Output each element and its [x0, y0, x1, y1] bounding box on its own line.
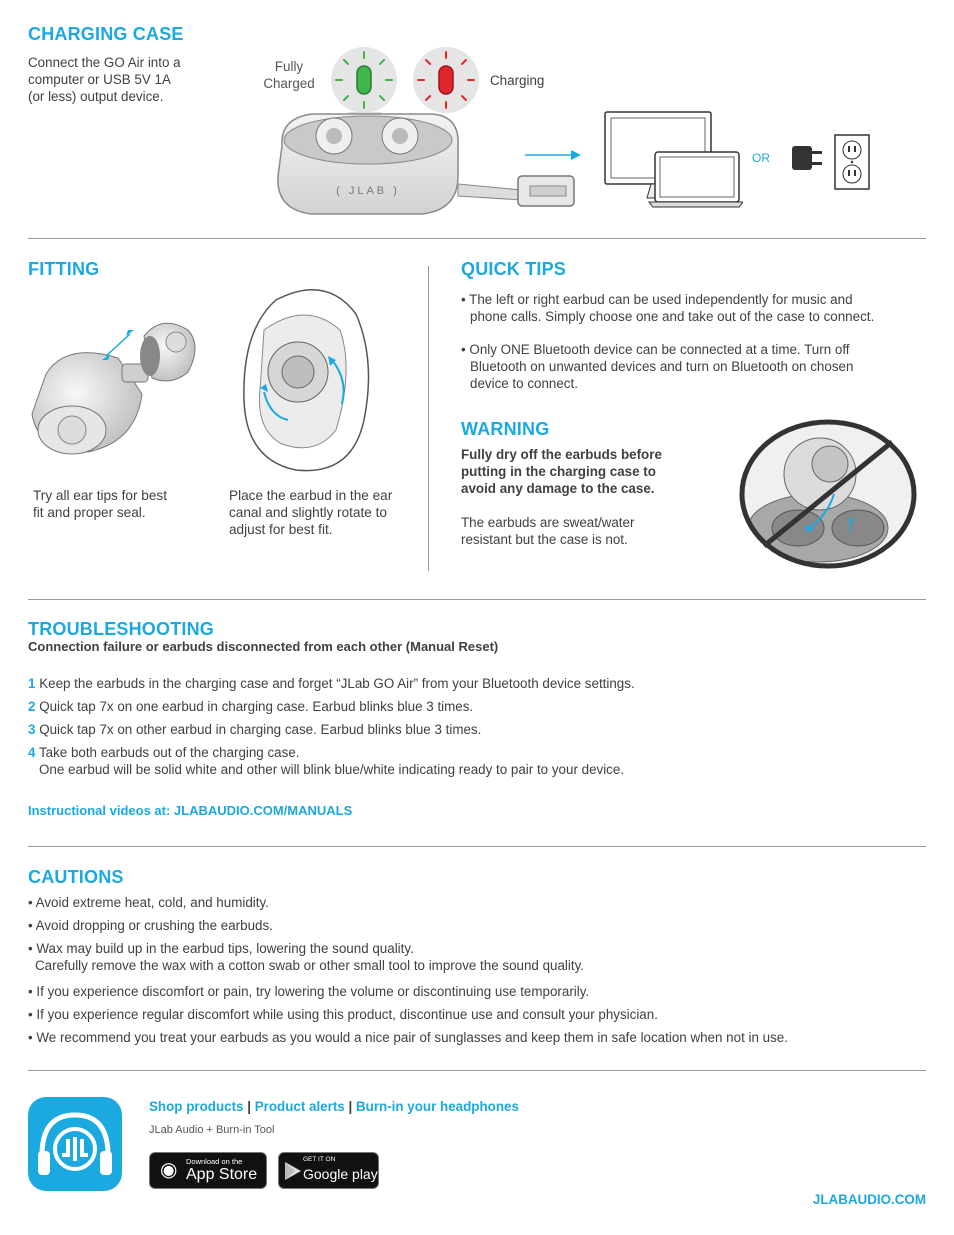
tip-line: phone calls. Simply choose one and take out of the case to connect.	[470, 309, 875, 324]
play-icon	[285, 1162, 301, 1180]
google-play-badge[interactable]	[278, 1152, 379, 1189]
divider	[28, 599, 926, 600]
caption-line: Place the earbud in the ear	[229, 488, 393, 503]
step-item	[28, 698, 635, 721]
apple-icon: ◉	[160, 1159, 178, 1181]
troubleshooting-steps	[28, 675, 635, 778]
step-text: Quick tap 7x on other earbud in charging case. Earbud blinks blue 3 times.	[39, 722, 482, 737]
step-number: 2	[28, 699, 36, 714]
quick-tips-list	[461, 291, 874, 392]
warning-heading: WARNING	[461, 419, 550, 439]
troubleshooting-heading: TROUBLESHOOTING	[28, 619, 214, 639]
fully-label-line: Fully	[274, 59, 304, 74]
step-text: Keep the earbuds in the charging case and forget “JLab GO Air” from your Bluetooth device settings.	[39, 676, 635, 691]
step-text: Quick tap 7x on one earbud in charging case. Earbud blinks blue 3 times.	[39, 699, 474, 714]
cautions-list	[28, 894, 788, 1052]
caption-line: fit and proper seal.	[33, 505, 146, 520]
step-number: 1	[28, 676, 36, 691]
app-store-badge[interactable]	[149, 1152, 267, 1189]
step-text: One earbud will be solid white and other will blink blue/white indicating ready to pair to your device.	[39, 762, 625, 777]
charged-label-line: Charged	[263, 76, 315, 91]
arrow-right-icon	[525, 148, 581, 162]
tip-line: device to connect.	[470, 376, 578, 391]
tip-item	[461, 341, 874, 392]
led-red-icon	[412, 46, 480, 114]
no-wet-earbuds-icon	[738, 418, 918, 570]
ear-tip-icon	[26, 302, 206, 474]
troubleshooting-subheading: Connection failure or earbuds disconnected from each other (Manual Reset)	[28, 639, 499, 654]
caution-item	[28, 894, 788, 917]
tip-item	[461, 291, 874, 325]
caution-line: • Avoid dropping or crushing the earbuds.	[28, 918, 273, 933]
caption-line: adjust for best fit.	[229, 522, 333, 537]
app-store-big: App Store	[186, 1166, 258, 1183]
google-small: GET IT ON	[303, 1156, 336, 1163]
caution-item	[28, 917, 788, 940]
charging-label: Charging	[490, 73, 545, 88]
jlab-app-icon[interactable]	[28, 1097, 122, 1191]
fitting-heading: FITTING	[28, 259, 100, 279]
warning-line: avoid any damage to the case.	[461, 481, 655, 496]
warning-bold-text	[461, 446, 662, 497]
caution-item	[28, 983, 788, 1006]
caption-line: Try all ear tips for best	[33, 488, 167, 503]
or-label: OR	[752, 151, 770, 165]
charging-heading: CHARGING CASE	[28, 24, 184, 44]
caution-line: • We recommend you treat your earbuds as you would a nice pair of sunglasses and keep them in safe location when not in use.	[28, 1030, 788, 1045]
charging-line: computer or USB 5V 1A	[28, 72, 171, 87]
divider	[28, 1070, 926, 1071]
caution-item	[28, 1006, 788, 1029]
warning-line: putting in the charging case to	[461, 464, 656, 479]
wall-adapter-icon	[790, 142, 824, 174]
step-item	[28, 721, 635, 744]
tip-line: • The left or right earbud can be used independently for music and	[461, 292, 853, 307]
warning-note-line: The earbuds are sweat/water	[461, 515, 635, 530]
tip-line: • Only ONE Bluetooth device can be connected at a time. Turn off	[461, 342, 850, 357]
warning-line: Fully dry off the earbuds before	[461, 447, 662, 462]
product-alerts-link[interactable]: Product alerts	[254, 1099, 345, 1114]
caution-line: • If you experience discomfort or pain, try lowering the volume or discontinuing use temporarily.	[28, 984, 590, 999]
charging-line: (or less) output device.	[28, 89, 164, 104]
warning-note-line: resistant but the case is not.	[461, 532, 628, 547]
caution-item	[28, 1029, 788, 1052]
computer-icon	[603, 110, 743, 210]
instructional-videos-link[interactable]: Instructional videos at: JLABAUDIO.COM/MANUALS	[28, 803, 353, 818]
burn-in-link[interactable]: Burn-in your headphones	[355, 1099, 519, 1114]
caution-line: Carefully remove the wax with a cotton swab or other small tool to improve the sound quality.	[35, 958, 585, 973]
step-item	[28, 675, 635, 698]
google-big: Google play	[303, 1166, 378, 1182]
charging-case-icon	[272, 106, 582, 218]
ear-illustration-icon	[236, 280, 414, 478]
link-separator: |	[348, 1099, 353, 1114]
vertical-divider	[428, 266, 429, 571]
charging-instructions	[28, 54, 181, 105]
svg-text:( JLAB ): ( JLAB )	[336, 185, 400, 197]
fitting-caption-tips	[33, 487, 167, 521]
led-green-icon	[330, 46, 398, 114]
step-number: 3	[28, 722, 36, 737]
fully-charged-label	[252, 58, 326, 92]
caution-line: • Wax may build up in the earbud tips, lowering the sound quality.	[28, 941, 414, 956]
app-store-small: Download on the	[186, 1157, 243, 1166]
shop-products-link[interactable]: Shop products	[149, 1099, 244, 1114]
fitting-caption-ear	[229, 487, 392, 538]
wall-outlet-icon	[834, 134, 870, 190]
divider	[28, 238, 926, 239]
divider	[28, 846, 926, 847]
caution-item	[28, 940, 788, 983]
caution-line: • If you experience regular discomfort while using this product, discontinue use and consult your physician.	[28, 1007, 658, 1022]
app-name: JLab Audio + Burn-in Tool	[149, 1124, 275, 1136]
step-item	[28, 744, 635, 778]
cautions-heading: CAUTIONS	[28, 867, 124, 887]
caution-line: • Avoid extreme heat, cold, and humidity.	[28, 895, 269, 910]
footer-links	[149, 1099, 519, 1114]
step-number: 4	[28, 745, 36, 760]
link-separator: |	[247, 1099, 251, 1114]
charging-line: Connect the GO Air into a	[28, 55, 181, 70]
site-link[interactable]: JLABAUDIO.COM	[812, 1192, 926, 1207]
tip-line: Bluetooth on unwanted devices and turn on Bluetooth on chosen	[470, 359, 854, 374]
quick-tips-heading: QUICK TIPS	[461, 259, 567, 279]
caption-line: canal and slightly rotate to	[229, 505, 387, 520]
step-text: Take both earbuds out of the charging case.	[38, 745, 300, 760]
warning-note	[461, 514, 634, 548]
